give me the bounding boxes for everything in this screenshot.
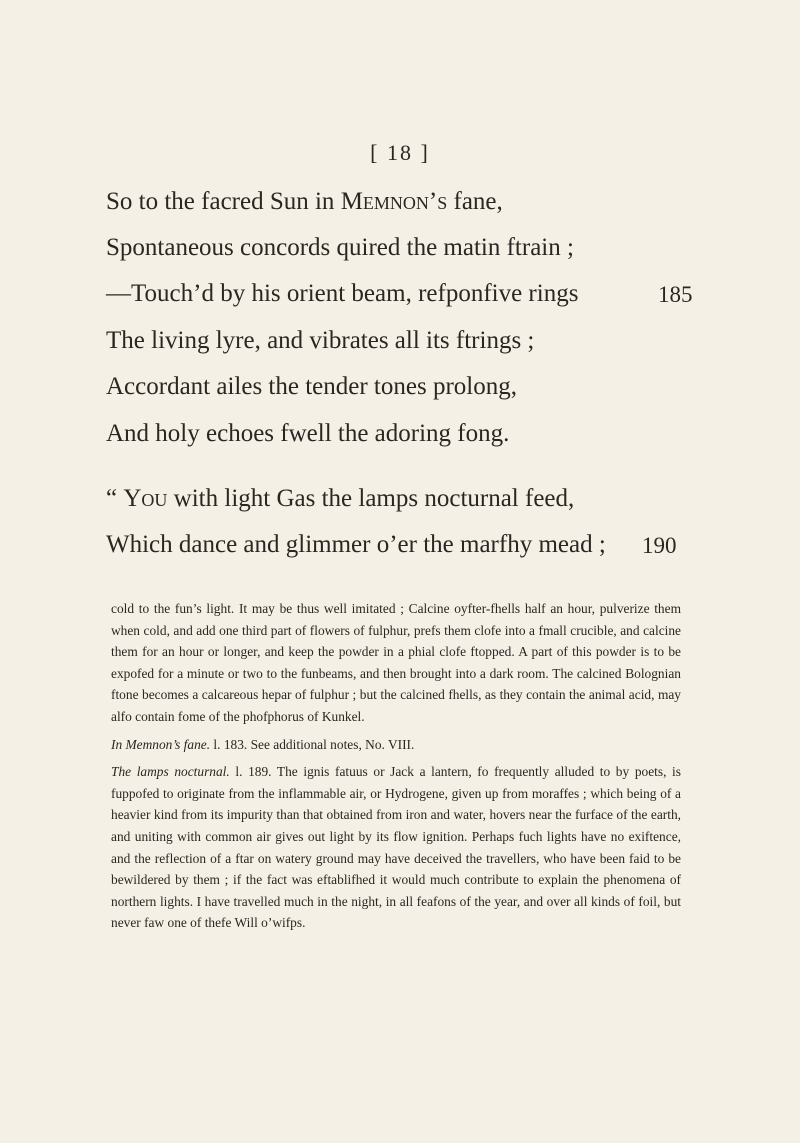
verse-line: Accordant ailes the tender tones prolong, — [106, 373, 517, 400]
verse-line: Which dance and glimmer o’er the marfhy mead ; — [106, 531, 606, 558]
line-number: 185 — [658, 282, 693, 307]
verse-line: —Touch’d by his orient beam, refponfive rings — [106, 280, 579, 307]
note-lemma: The lamps nocturnal. — [111, 764, 230, 780]
verse-line: “ You with light Gas the lamps nocturnal feed, — [106, 485, 575, 512]
verse-line: The living lyre, and vibrates all its ftrings ; — [106, 327, 535, 354]
note-paragraph: The lamps nocturnal. l. 189. The ignis fatuus or Jack a lantern, fo frequently alluded to by poets, is fuppofed to originate from the inflammable air, or Hydrogene, given up from moraffes ; which being of a heavier kind from its impurity than that obtained from iron and water, hovers near the furface of the earth, and uniting with common air gives out light by its flow ignition. Perhaps fuch lights have no exiftence, and the reflection of a ftar on watery ground may have deceived the travellers, who have been faid to be bewildered by them ; if the fact was eftablifhed it would much contribute to explain the phenomena of northern lights. I have travelled much in the night, in all feafons of the year, and over all kinds of foil, but never faw one of thefe Will o’wifps. — [111, 764, 681, 931]
verse-line: Spontaneous concords quired the matin ftrain ; — [106, 234, 574, 261]
note-paragraph: In Memnon’s fane. l. 183. See additional notes, No. VIII. — [111, 736, 415, 752]
verse-line: So to the facred Sun in Memnon’s fane, — [106, 188, 503, 215]
footnotes — [111, 598, 681, 934]
note-lemma: In Memnon’s fane. — [111, 736, 211, 752]
verse-line: And holy echoes fwell the adoring fong. — [106, 420, 510, 447]
page-number-header: [ 18 ] — [370, 140, 430, 165]
line-number: 190 — [642, 533, 677, 558]
note-paragraph: cold to the fun’s light. It may be thus well imitated ; Calcine oyfter-fhells half an hour, pulverize them when cold, and add one third part of flowers of fulphur, prefs them clofe into a fmall crucible, and calcine them for an hour or longer, and keep the powder in a phial clofe ftopped. A part of this powder is to be expofed for a minute or two to the funbeams, and then brought into a dark room. The calcined Bolognian ftone becomes a calcareous hepar of fulphur ; but the calcined fhells, as they contain the animal acid, may alfo contain fome of the phofphorus of Kunkel. — [111, 601, 681, 724]
